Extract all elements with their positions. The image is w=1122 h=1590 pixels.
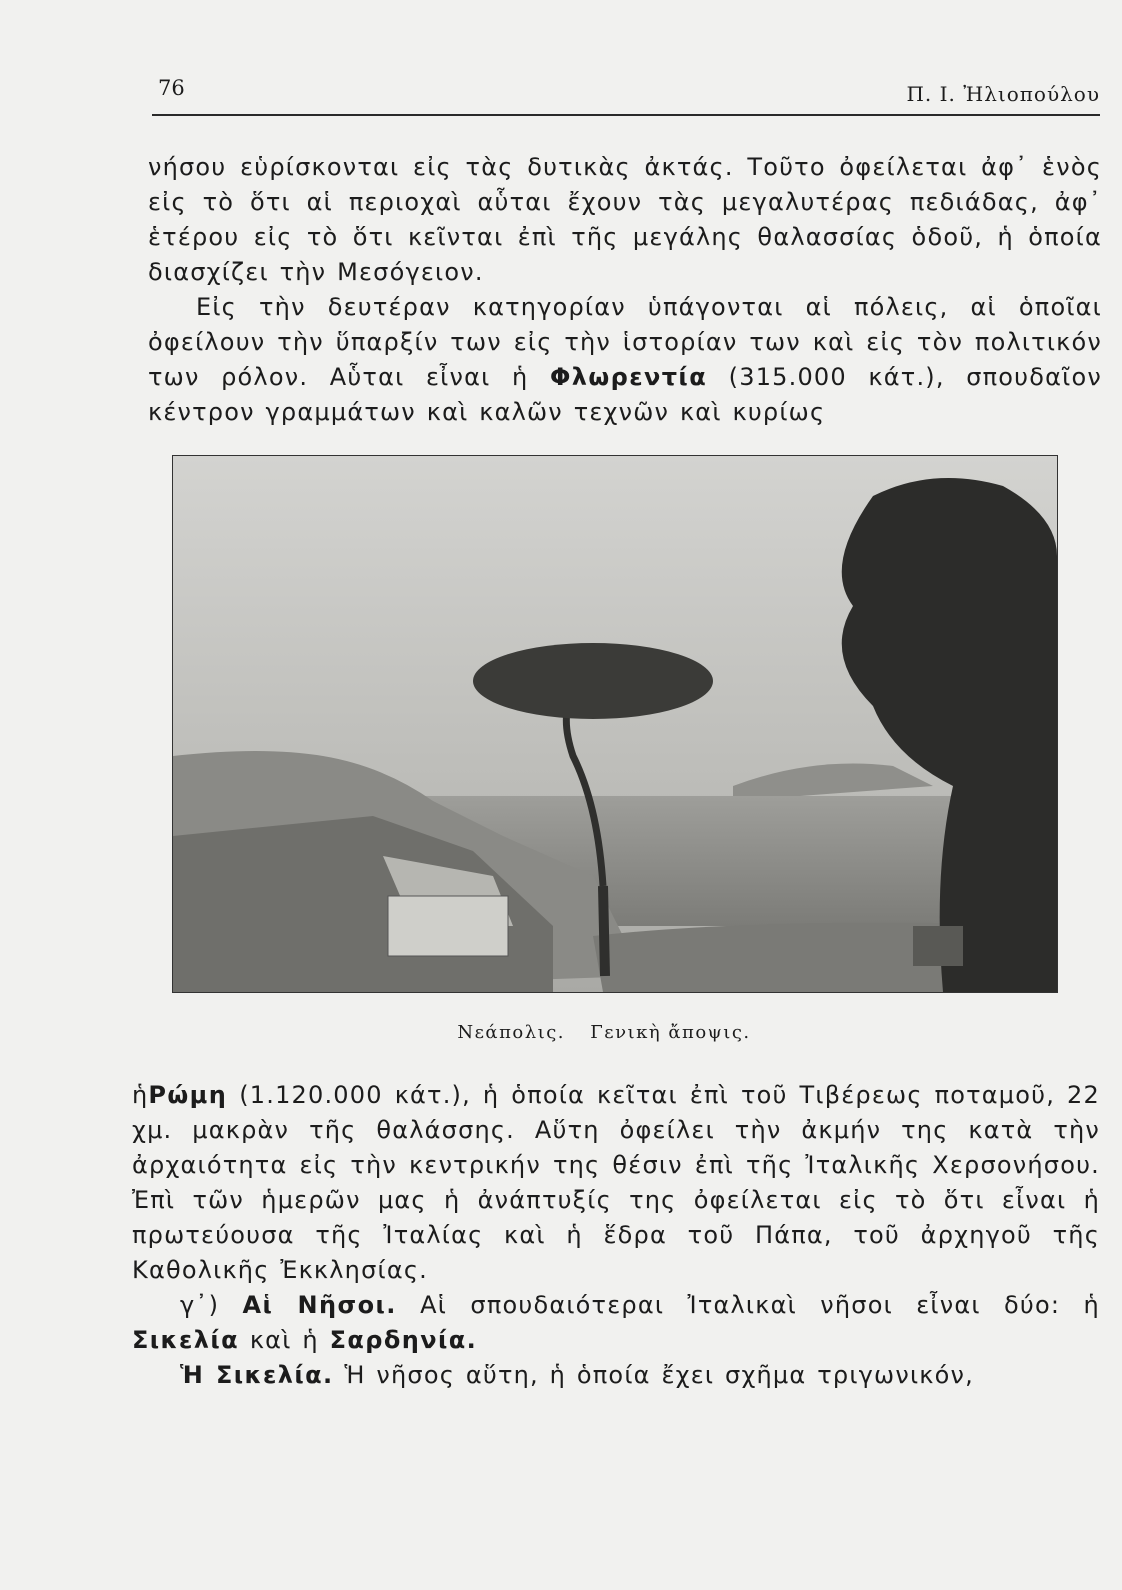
large-building bbox=[388, 896, 508, 956]
paragraph-2-start: Εἰς τὴν δευτέραν κατηγορίαν ὑπάγονται αἱ πόλεις, αἱ ὁποῖαι ὀφείλουν τὴν ὕπαρξίν των εἰς τὴν ἱστορίαν των καὶ εἰς τὸν πολιτικόν των ρόλον. Αὗται εἶναι ἡ bbox=[148, 293, 1102, 391]
page-number: 76 bbox=[158, 76, 185, 100]
bottom-text-block bbox=[132, 1078, 1100, 1393]
paragraph-1: νήσου εὑρίσκονται εἰς τὰς δυτικὰς ἀκτάς. Τοῦτο ὀφείλεται ἀφ᾽ ἑνὸς εἰς τὸ ὅτι αἱ περιοχαὶ αὗται ἔχουν τὰς μεγαλυτέρας πεδιάδας, ἀφ᾽ ἑτέρου εἰς τὸ ὅτι κεῖνται ἐπὶ τῆς μεγάλης θαλασσίας ὁδοῦ, ἡ ὁποία διασχίζει τὴν Μεσόγειον. bbox=[148, 153, 1102, 286]
paragraph-4-body: Αἱ σπουδαιότεραι Ἰταλικαὶ νῆσοι εἶναι δύο: bbox=[420, 1291, 1061, 1319]
article-sicily: ἡ bbox=[1083, 1291, 1100, 1319]
paragraph-2 bbox=[148, 290, 1102, 430]
conjunction: καὶ ἡ bbox=[249, 1326, 319, 1354]
rome-term: Ρώμη bbox=[148, 1081, 228, 1109]
naples-illustration bbox=[173, 456, 1057, 992]
paragraph-3-body: (1.120.000 κάτ.), ἡ ὁποία κεῖται ἐπὶ τοῦ Τιβέρεως ποταμοῦ, 22 χμ. μακρὰν τῆς θαλάσσης. Αὕτη ὀφείλει τὴν ἀκμήν της κατὰ τὴν ἀρχαιότητα εἰς τὴν κεντρικήν της θέσιν ἐπὶ τῆς Ἰταλικῆς Χερσονήσου. Ἐπὶ τῶν ἡμερῶν μας ἡ ἀνάπτυξίς της ὀφείλεται εἰς τὸ ὅτι εἶναι ἡ πρωτεύουσα τῆς Ἰταλίας καὶ ἡ ἕδρα τοῦ Πάπα, τοῦ ἀρχηγοῦ τῆς Καθολικῆς Ἐκκλησίας. bbox=[132, 1081, 1100, 1284]
sicily-term: Σικελία bbox=[132, 1326, 239, 1354]
article-rome: ἡ bbox=[132, 1081, 149, 1109]
section-title: Αἱ Νῆσοι. bbox=[242, 1291, 397, 1319]
figure-caption bbox=[0, 1022, 1122, 1043]
running-title: Π. Ι. Ἠλιοπούλου bbox=[906, 82, 1100, 106]
sicily-heading: Ἡ Σικελία. bbox=[180, 1361, 334, 1389]
caption-city: Νεάπολις. bbox=[457, 1022, 566, 1043]
pine-canopy bbox=[473, 643, 713, 719]
pencil-check-mark bbox=[856, 1540, 906, 1590]
paragraph-5-body: Ἡ νῆσος αὕτη, ἡ ὁποία ἔχει σχῆμα τριγωνικόν, bbox=[344, 1361, 974, 1389]
caption-view: Γενικὴ ἄποψις. bbox=[590, 1022, 751, 1043]
top-text-block bbox=[148, 150, 1102, 430]
naples-photograph bbox=[172, 455, 1058, 993]
paragraph-5 bbox=[132, 1358, 1100, 1393]
paragraph-2-end: (315.000 κάτ.), σπουδαῖον κέντρον γραμμάτων καὶ καλῶν τεχνῶν καὶ κυρίως bbox=[148, 363, 1102, 426]
florence-term: Φλωρεντία bbox=[549, 363, 708, 391]
paragraph-3 bbox=[132, 1078, 1100, 1288]
running-head bbox=[152, 74, 1100, 116]
sardinia-term: Σαρδηνία. bbox=[329, 1326, 478, 1354]
paragraph-4 bbox=[132, 1288, 1100, 1358]
section-label: γ᾽) bbox=[180, 1291, 220, 1319]
